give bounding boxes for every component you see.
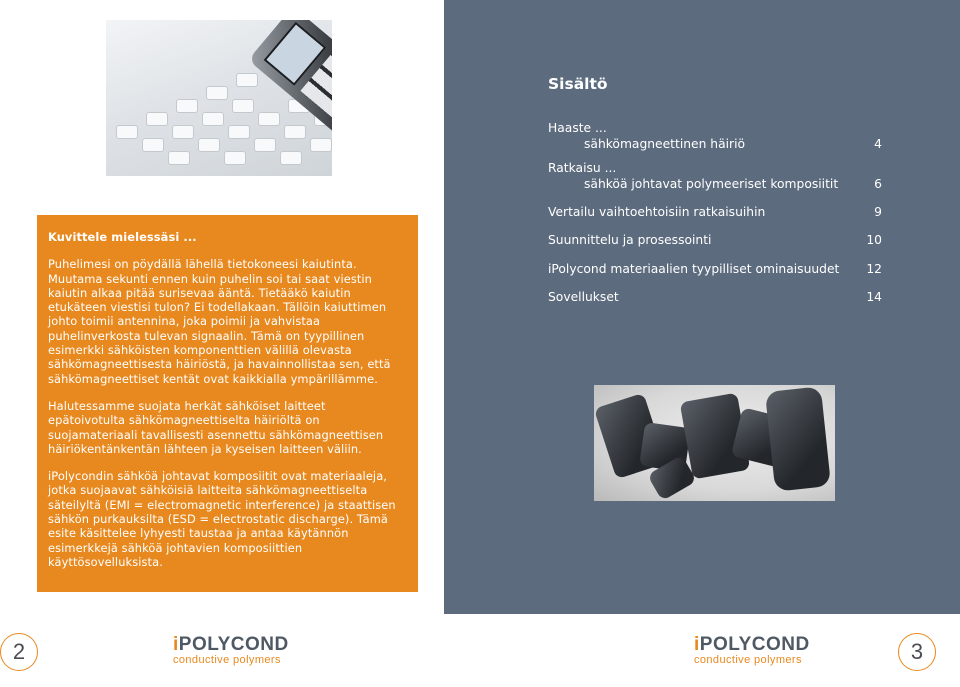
toc-entry-label: Vertailu vaihtoehtoisiin ratkaisuihin <box>548 205 766 219</box>
toc-entry-label: iPolycond materiaalien tyypilliset ominaisuudet <box>548 262 840 276</box>
toc-entry-suunnittelu[interactable] <box>548 233 882 249</box>
toc-entry-label: Ratkaisu ... <box>548 161 617 175</box>
toc-page-number: 6 <box>874 176 882 191</box>
toc-entry-label: Sovellukset <box>548 290 619 304</box>
intro-paragraph-1: Puhelimesi on pöydällä lähellä tietokoneesi kaiutinta. Muutama sekunti ennen kuin puhelin soi tai saat viestin kaiutin alkaa pitää surisevaa ääntä. Tietääkö kaiutin etukäteen viestisi tulon? Ei todellakaan. Tällöin kaiuttimen johto toimii antennina, joka poimii ja vahvistaa puhelinverkosta tulevan signaalin. Tämä on tyypillinen esimerkki sähköisten komponenttien välillä olevasta sähkömagneettisesta häiriöstä, ja havainnollistaa sen, että sähkömagneettiset kentät ovat kaikkialla ympärillämme. <box>48 257 391 386</box>
toc-page-number: 9 <box>874 205 882 219</box>
toc-entry-label: Suunnittelu ja prosessointi <box>548 233 712 247</box>
toc-page-number: 4 <box>874 136 882 151</box>
toc-entry-label: Haaste ... <box>548 121 607 135</box>
intro-box <box>37 215 418 592</box>
toc-entry-ominaisuudet[interactable] <box>548 262 882 278</box>
toc-title: Sisältö <box>548 75 608 93</box>
intro-paragraph-2: Halutessamme suojata herkät sähköiset laitteet epätoivotulta sähkömagneettiselta häiriöltä on suojamateriaali tavallisesti asennettu sähkömagneettisen häiriökentänkentän lähteen ja kyseisen laitteen väliin. <box>48 398 384 456</box>
toc-entry-sublabel: sähköä johtavat polymeeriset komposiitit <box>584 176 839 191</box>
toc-entry-sovellukset[interactable] <box>548 290 882 306</box>
intro-paragraph-3: iPolycondin sähköä johtavat komposiitit ovat materiaaleja, jotka suojaavat sähköisiä laitteita sähkömagneettiselta säteilyltä (EMI = electromagnetic interference) ja staattisen sähkön purkauksilta (ESD = electrostatic discharge). Tämä esite käsittelee lyhyesti taustaa ja antaa käytännön esimerkkejä sähköä johtavien komposiittien käyttösovelluksista. <box>48 469 396 569</box>
toc-page-number: 14 <box>866 290 882 304</box>
page-number-right: 3 <box>898 633 936 671</box>
toc-page-number: 10 <box>866 233 882 247</box>
ipolycond-logo-right: iPOLYCOND conductive polymers <box>694 634 810 666</box>
page-number-left: 2 <box>0 633 38 671</box>
toc-entry-ratkaisu[interactable] <box>548 161 882 192</box>
toc-page-number: 12 <box>866 262 882 276</box>
toc-entry-haaste[interactable] <box>548 121 882 152</box>
toc-entry-vertailu[interactable] <box>548 205 882 221</box>
table-of-contents-panel <box>444 0 960 614</box>
keyboard-phone-photo <box>106 20 332 176</box>
plastic-enclosures-photo <box>594 385 835 501</box>
ipolycond-logo-left: iPOLYCOND conductive polymers <box>173 634 289 666</box>
intro-heading: Kuvittele mielessäsi ... <box>48 230 197 244</box>
toc-entry-sublabel: sähkömagneettinen häiriö <box>584 136 746 151</box>
